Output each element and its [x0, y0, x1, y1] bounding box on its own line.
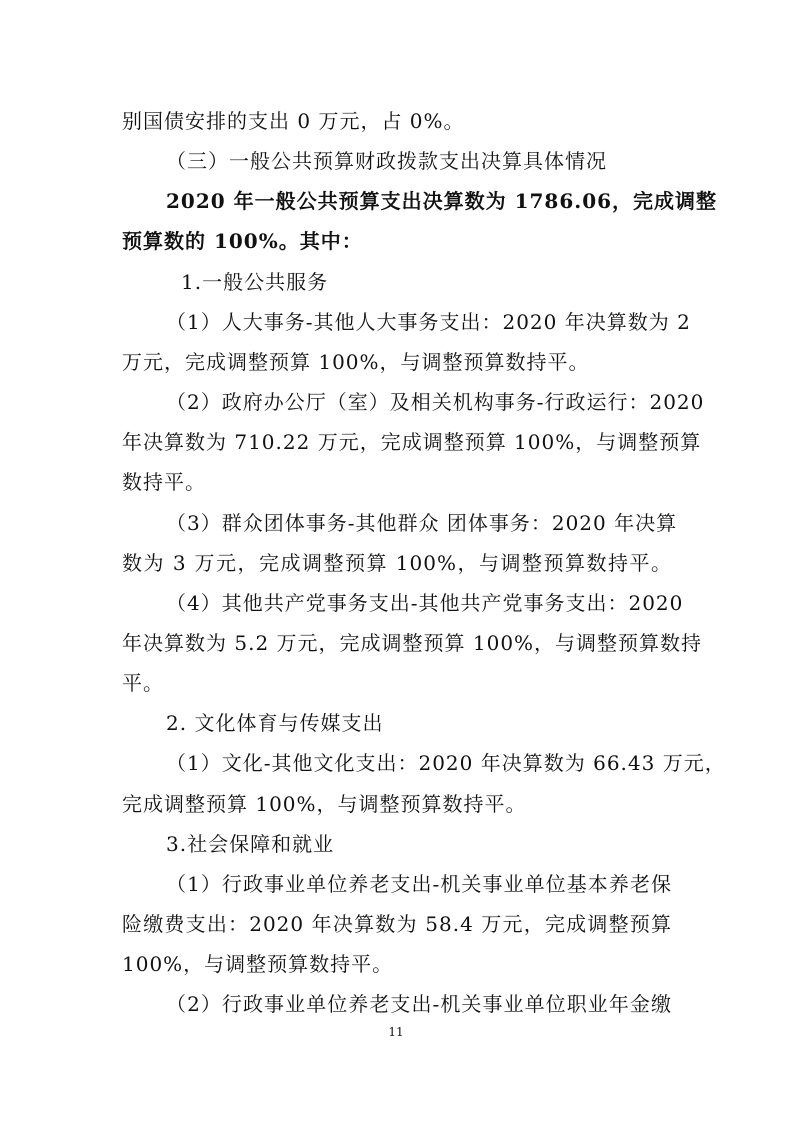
text-line: 平。	[122, 671, 164, 695]
text-line: 万元，完成调整预算 100%，与调整预算数持平。	[122, 350, 590, 374]
subsection-heading: 3.社会保障和就业	[166, 832, 335, 856]
section-heading: （三）一般公共预算财政拨款支出决算具体情况	[166, 149, 607, 173]
subsection-heading: 1.一般公共服务	[181, 270, 329, 294]
text-line: 数为 3 万元，完成调整预算 100%，与调整预算数持平。	[122, 551, 672, 575]
text-line: 年决算数为 5.2 万元，完成调整预算 100%，与调整预算数持	[122, 631, 703, 655]
subsection-heading: 2. 文化体育与传媒支出	[166, 711, 384, 735]
text-line: （2）行政事业单位养老支出-机关事业单位职业年金缴	[166, 992, 672, 1016]
text-line: 100%，与调整预算数持平。	[122, 952, 394, 976]
text-line: （4）其他共产党事务支出-其他共产党事务支出：2020	[166, 591, 684, 615]
text-line: 年决算数为 710.22 万元，完成调整预算 100%，与调整预算	[122, 430, 702, 454]
summary-line: 预算数的 100%。其中：	[122, 229, 363, 253]
summary-line: 2020 年一般公共预算支出决算数为 1786.06，完成调整	[166, 189, 718, 213]
page-number: 11	[388, 1025, 404, 1039]
text-line: 险缴费支出：2020 年决算数为 58.4 万元，完成调整预算	[122, 912, 672, 936]
text-line: 完成调整预算 100%，与调整预算数持平。	[122, 792, 527, 816]
text-line: （3）群众团体事务-其他群众 团体事务：2020 年决算	[166, 511, 678, 535]
text-line: （1）人大事务-其他人大事务支出：2020 年决算数为 2	[166, 310, 691, 334]
text-line: （1）行政事业单位养老支出-机关事业单位基本养老保	[166, 872, 672, 896]
text-line: 别国债安排的支出 0 万元，占 0%。	[122, 109, 465, 133]
text-line: 数持平。	[122, 470, 206, 494]
text-line: （1）文化-其他文化支出：2020 年决算数为 66.43 万元，	[166, 751, 726, 775]
text-line: （2）政府办公厅（室）及相关机构事务-行政运行：2020	[166, 390, 705, 414]
